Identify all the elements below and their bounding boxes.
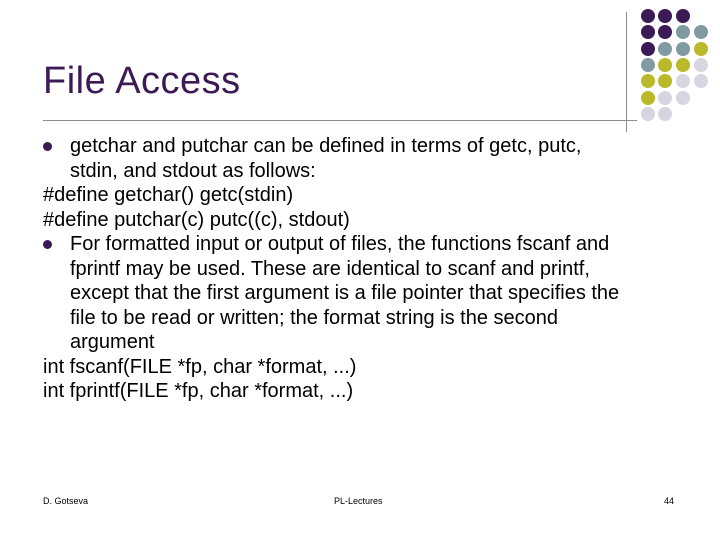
decorative-dot xyxy=(676,58,690,72)
bullet-item xyxy=(43,232,693,355)
decorative-dot xyxy=(658,74,672,88)
decorative-dot xyxy=(641,74,655,88)
decorative-dot xyxy=(676,9,690,23)
decorative-dot xyxy=(676,25,690,39)
code-line: int fprintf(FILE *fp, char *format, ...) xyxy=(43,380,354,402)
text-line: getchar and putchar can be defined in terms of getc, putc, xyxy=(70,135,582,157)
vertical-rule xyxy=(626,12,627,132)
decorative-dot xyxy=(694,74,708,88)
text-line: file to be read or written; the format string is the second xyxy=(70,306,559,329)
title-underline xyxy=(43,120,637,121)
decorative-dot xyxy=(694,42,708,56)
footer-course: PL-Lectures xyxy=(334,496,383,506)
text-line: fprintf may be used. These are identical to scanf and printf, xyxy=(70,257,590,280)
decorative-dot xyxy=(641,9,655,23)
decorative-dot xyxy=(658,9,672,23)
slide-body xyxy=(43,134,693,404)
decorative-dot xyxy=(641,58,655,72)
decorative-dot xyxy=(676,91,690,105)
decorative-dot xyxy=(676,74,690,88)
decorative-dot xyxy=(641,42,655,56)
decorative-dot xyxy=(658,107,672,121)
decorative-dot xyxy=(641,91,655,105)
decorative-dot xyxy=(694,25,708,39)
footer-page-number: 44 xyxy=(664,496,675,506)
slide-title: File Access xyxy=(43,60,241,102)
code-line: #define getchar() getc(stdin) xyxy=(43,184,294,206)
decorative-dot xyxy=(658,58,672,72)
text-line: For formatted input or output of files, the functions fscanf and xyxy=(70,233,610,255)
decorative-dot xyxy=(658,91,672,105)
bullet-icon xyxy=(43,142,52,151)
decorative-dot xyxy=(641,25,655,39)
text-line: except that the first argument is a file pointer that specifies the xyxy=(70,282,620,304)
code-line: #define putchar(c) putc((c), stdout) xyxy=(43,208,350,231)
text-line: stdin, and stdout as follows: xyxy=(70,159,316,182)
decorative-dot xyxy=(694,58,708,72)
decorative-dot xyxy=(641,107,655,121)
decorative-dot xyxy=(658,25,672,39)
bullet-icon xyxy=(43,240,52,249)
code-line: int fscanf(FILE *fp, char *format, ...) xyxy=(43,355,357,378)
bullet-item xyxy=(43,134,693,183)
decorative-dot xyxy=(658,42,672,56)
text-line: argument xyxy=(70,331,155,353)
footer-author: D. Gotseva xyxy=(43,496,89,506)
decorative-dot xyxy=(676,42,690,56)
